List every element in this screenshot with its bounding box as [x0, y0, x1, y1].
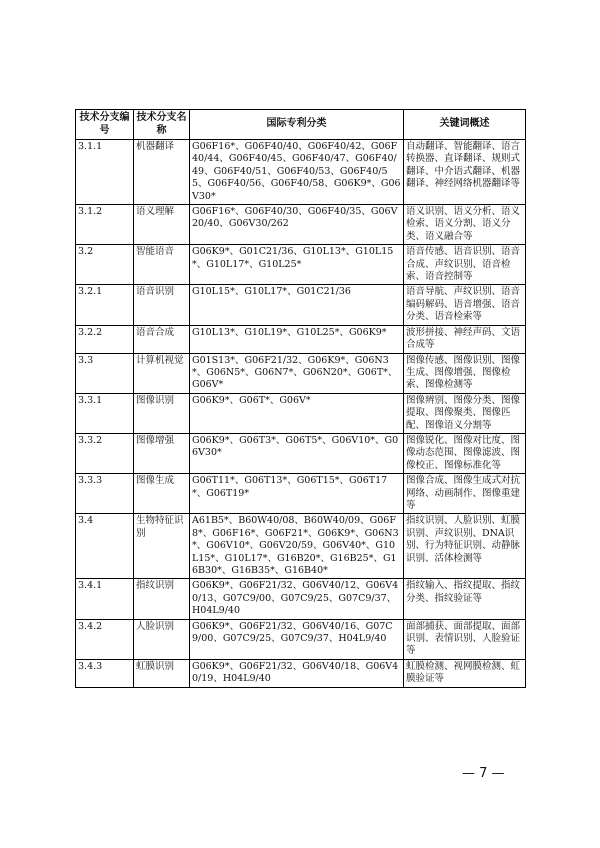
cell-ipc: G01S13*、G06F21/32、G06K9*、G06N3*、G06N5*、G06N7*、G06N20*、G06T*、G06V*: [190, 353, 404, 393]
page-number: — 7 —: [462, 766, 505, 781]
cell-name: 图像生成: [134, 474, 190, 514]
cell-ipc: G06K9*、G06T3*、G06T5*、G06V10*、G06V30*: [190, 433, 404, 473]
cell-keywords: 图像传感、图像识别、图像生成、图像增强、图像检索、图像检测等: [404, 353, 526, 393]
cell-keywords: 语义识别、语义分析、语义检索、语义分割、语义分类、语义融合等: [404, 205, 526, 245]
cell-ipc: G06F16*、G06F40/40、G06F40/42、G06F40/44、G06F40/45、G06F40/47、G06F40/49、G06F40/51、G06F40/53、G06F40/55、G06F40/56、G06F40/58、G06K9*、G06V30*: [190, 140, 404, 205]
table-row: [76, 285, 526, 325]
cell-name: 虹膜识别: [134, 659, 190, 687]
table-row: [76, 433, 526, 473]
table-row: [76, 245, 526, 285]
table-row: [76, 474, 526, 514]
cell-keywords: 语音传感、语音识别、语音合成、声纹识别、语音检索、语音控制等: [404, 245, 526, 285]
cell-keywords: 自动翻译、智能翻译、语言转换器、直译翻译、规则式翻译、中介语式翻译、机器翻译、神经网络机器翻译等: [404, 140, 526, 205]
cell-name: 机器翻译: [134, 140, 190, 205]
cell-code: 3.4: [76, 514, 134, 579]
cell-ipc: A61B5*、B60W40/08、B60W40/09、G06F8*、G06F16*、G06F21*、G06K9*、G06N3*、G06V10*、G06V20/59、G06V40*、G10L15*、G10L17*、G16B20*、G16B25*、G16B30*、G16B35*、G16B40*: [190, 514, 404, 579]
header-keywords: 关键词概述: [404, 110, 526, 140]
cell-name: 人脸识别: [134, 619, 190, 659]
cell-name: 图像识别: [134, 393, 190, 433]
cell-ipc: G06K9*、G06T*、G06V*: [190, 393, 404, 433]
cell-ipc: G06K9*、G06F21/32、G06V40/16、G07C9/00、G07C9/25、G07C9/37、H04L9/40: [190, 619, 404, 659]
table-row: [76, 140, 526, 205]
cell-ipc: G10L15*、G10L17*、G01C21/36: [190, 285, 404, 325]
cell-code: 3.4.1: [76, 579, 134, 619]
cell-keywords: 指纹识别、人脸识别、虹膜识别、声纹识别、DNA识别、行为特征识别、动静脉识别、活体检测等: [404, 514, 526, 579]
cell-code: 3.1.1: [76, 140, 134, 205]
cell-ipc: G10L13*、G10L19*、G10L25*、G06K9*: [190, 325, 404, 353]
patent-classification-table: [75, 109, 526, 688]
table-row: [76, 579, 526, 619]
table-header-row: [76, 110, 526, 140]
cell-code: 3.4.2: [76, 619, 134, 659]
table-row: [76, 393, 526, 433]
cell-keywords: 面部捕获、面部提取、面部识别、表情识别、人脸验证等: [404, 619, 526, 659]
cell-keywords: 图像辨别、图像分类、图像提取、图像聚类、图像匹配、图像语义分割等: [404, 393, 526, 433]
cell-code: 3.2.2: [76, 325, 134, 353]
table-row: [76, 514, 526, 579]
cell-ipc: G06T11*、G06T13*、G06T15*、G06T17*、G06T19*: [190, 474, 404, 514]
cell-code: 3.3.3: [76, 474, 134, 514]
cell-ipc: G06K9*、G06F21/32、G06V40/12、G06V40/13、G07C9/00、G07C9/25、G07C9/37、H04L9/40: [190, 579, 404, 619]
cell-name: 语义理解: [134, 205, 190, 245]
cell-code: 3.3.2: [76, 433, 134, 473]
table-row: [76, 619, 526, 659]
cell-code: 3.2: [76, 245, 134, 285]
cell-ipc: G06K9*、G01C21/36、G10L13*、G10L15*、G10L17*、G10L25*: [190, 245, 404, 285]
table-row: [76, 325, 526, 353]
cell-name: 语音识别: [134, 285, 190, 325]
cell-code: 3.3.1: [76, 393, 134, 433]
header-ipc: 国际专利分类: [190, 110, 404, 140]
cell-keywords: 语音导航、声纹识别、语音编码解码、语音增强、语音分类、语音检索等: [404, 285, 526, 325]
table-row: [76, 205, 526, 245]
cell-code: 3.2.1: [76, 285, 134, 325]
cell-name: 生物特征识别: [134, 514, 190, 579]
cell-code: 3.4.3: [76, 659, 134, 687]
cell-code: 3.3: [76, 353, 134, 393]
cell-name: 图像增强: [134, 433, 190, 473]
cell-name: 智能语音: [134, 245, 190, 285]
cell-code: 3.1.2: [76, 205, 134, 245]
cell-keywords: 虹膜检测、视网膜检测、虹膜验证等: [404, 659, 526, 687]
table-row: [76, 353, 526, 393]
cell-name: 计算机视觉: [134, 353, 190, 393]
cell-ipc: G06K9*、G06F21/32、G06V40/18、G06V40/19、H04L9/40: [190, 659, 404, 687]
cell-keywords: 图像合成、图像生成式对抗网络、动画制作、图像重建等: [404, 474, 526, 514]
cell-keywords: 图像锐化、图像对比度、图像动态范围、图像滤波、图像校正、图像标准化等: [404, 433, 526, 473]
cell-keywords: 波形拼接、神经声码、文语合成等: [404, 325, 526, 353]
header-name: 技术分支名称: [134, 110, 190, 140]
header-code: 技术分支编号: [76, 110, 134, 140]
table-row: [76, 659, 526, 687]
cell-ipc: G06F16*、G06F40/30、G06F40/35、G06V20/40、G06V30/262: [190, 205, 404, 245]
cell-name: 语音合成: [134, 325, 190, 353]
cell-name: 指纹识别: [134, 579, 190, 619]
cell-keywords: 指纹输入、指纹提取、指纹分类、指纹验证等: [404, 579, 526, 619]
